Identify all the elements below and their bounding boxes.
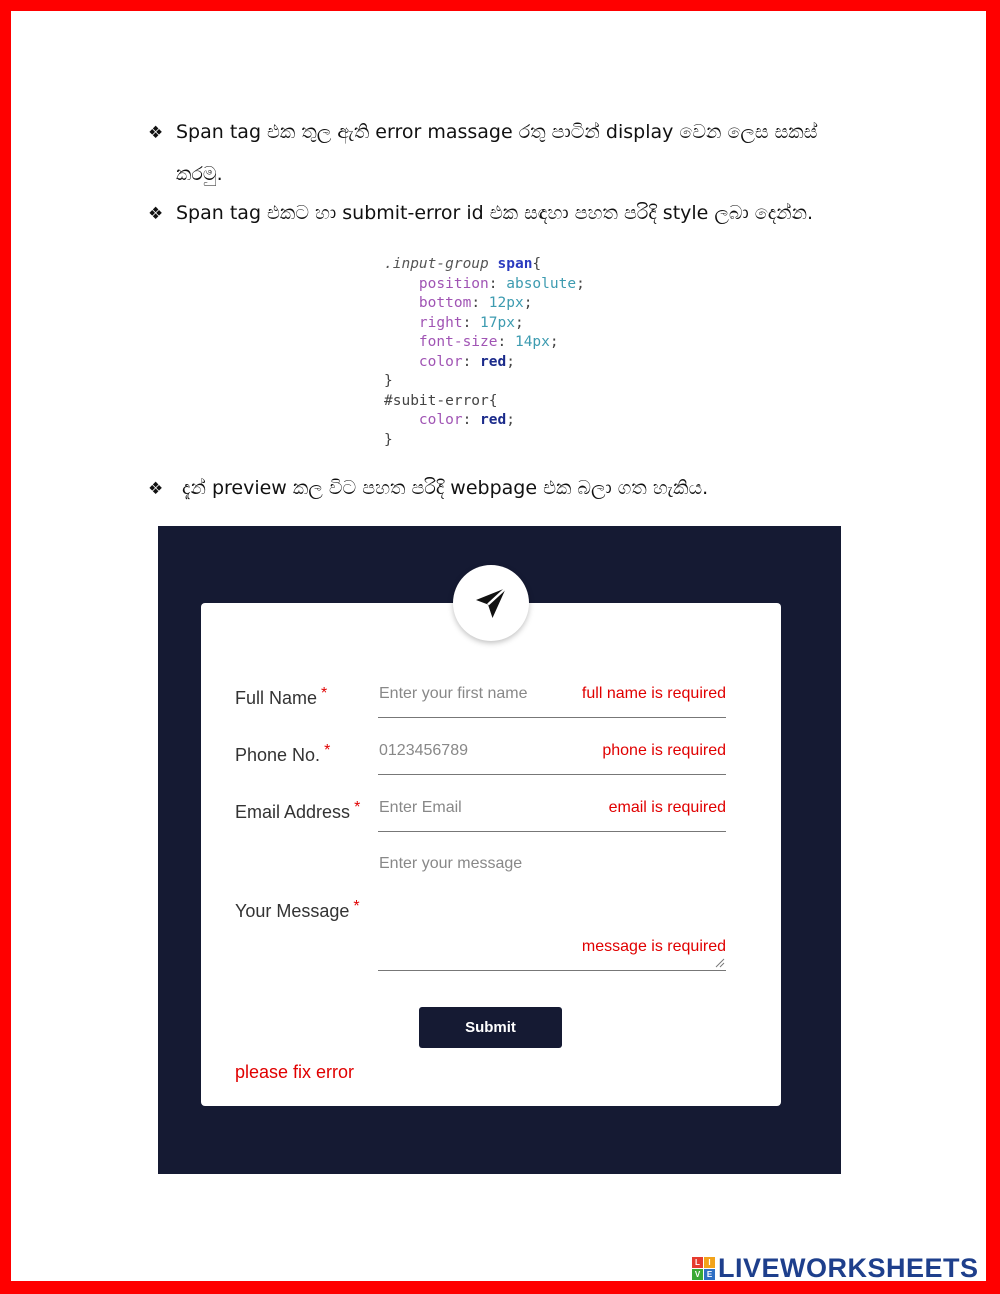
input-placeholder: 0123456789	[379, 742, 468, 759]
bullet-span-error	[148, 112, 848, 195]
input-placeholder: Enter Email	[379, 799, 462, 816]
required-star: *	[324, 742, 331, 759]
bullet-text: Span tag එක තුල ඇති error massage රතු පාටින් display වෙන ලෙස සකස්	[176, 121, 818, 143]
code-brace: {	[532, 256, 542, 272]
code-prop: right	[418, 314, 463, 331]
input-placeholder: Enter your message	[379, 855, 523, 872]
paper-plane-icon	[473, 585, 509, 621]
code-brace: }	[384, 373, 393, 389]
code-brace: }	[384, 431, 393, 448]
error-message: full name is required	[581, 685, 726, 702]
paper-plane-badge	[453, 565, 529, 641]
required-star: *	[353, 898, 360, 915]
bullet-text: දැන් preview කල විට පහත පරිදි webpage එක බලා ගත හැකිය.	[176, 477, 709, 499]
code-val: red	[480, 353, 507, 370]
submit-button[interactable]	[419, 1007, 562, 1048]
bullet-text-cont: කරමු.	[176, 163, 223, 185]
bullet-symbol: ❖	[148, 204, 164, 224]
bullet-span-style	[148, 193, 813, 235]
code-val: 17px	[480, 314, 515, 331]
error-message: message is required	[581, 938, 726, 955]
logo-letter: V	[692, 1269, 703, 1280]
error-message: email is required	[608, 799, 726, 816]
logo-letter: L	[692, 1257, 703, 1268]
resize-handle-icon[interactable]	[715, 958, 725, 968]
code-val: red	[480, 412, 507, 428]
input-placeholder: Enter your first name	[379, 685, 528, 702]
message-textarea[interactable]	[378, 853, 726, 971]
label-text: Full Name	[235, 688, 318, 708]
code-id-selector: #subit-error{	[384, 392, 498, 409]
field-label	[235, 898, 360, 922]
code-val: 14px	[514, 334, 550, 350]
code-selector: .input-group	[384, 256, 489, 272]
code-prop: color	[418, 412, 463, 428]
logo-letter: I	[704, 1257, 715, 1268]
webpage-preview	[158, 526, 841, 1174]
phone-input[interactable]	[378, 740, 726, 775]
full-name-input[interactable]	[378, 683, 726, 718]
error-message: phone is required	[602, 742, 726, 759]
bullet-text: Span tag එකට හා submit-error id එක සඳහා පහත පරිදි style ලබා දෙන්න.	[176, 202, 814, 224]
code-tag: span	[497, 256, 533, 272]
contact-form-card	[201, 603, 781, 1106]
required-star: *	[321, 685, 328, 702]
label-text: Phone No.	[235, 745, 321, 765]
logo-wordmark: LIVEWORKSHEETS	[718, 1252, 979, 1283]
code-val: 12px	[488, 295, 524, 311]
logo-mark-icon	[692, 1257, 715, 1280]
submit-label: Submit	[465, 1019, 516, 1036]
code-val: absolute	[506, 275, 577, 292]
logo-letter: E	[704, 1269, 715, 1280]
bullet-symbol: ❖	[148, 479, 164, 499]
bullet-symbol: ❖	[148, 123, 164, 143]
required-star: *	[354, 799, 361, 816]
submit-error: please fix error	[235, 1062, 355, 1082]
field-label	[235, 685, 327, 709]
code-prop: font-size	[418, 334, 498, 350]
code-prop: color	[418, 353, 463, 370]
field-label	[235, 799, 360, 823]
label-text: Your Message	[235, 901, 350, 921]
code-prop: position	[418, 275, 489, 292]
code-prop: bottom	[418, 295, 472, 311]
css-code-block: .input-group span{ position: absolute; bottom: 12px; right: 17px; font-size: 14px; color: red; } #subit-error{ color: red; }	[384, 256, 585, 448]
email-input[interactable]	[378, 797, 726, 832]
label-text: Email Address	[235, 802, 351, 822]
bullet-preview	[148, 468, 708, 510]
liveworksheets-logo	[692, 1253, 979, 1283]
field-label	[235, 742, 330, 766]
